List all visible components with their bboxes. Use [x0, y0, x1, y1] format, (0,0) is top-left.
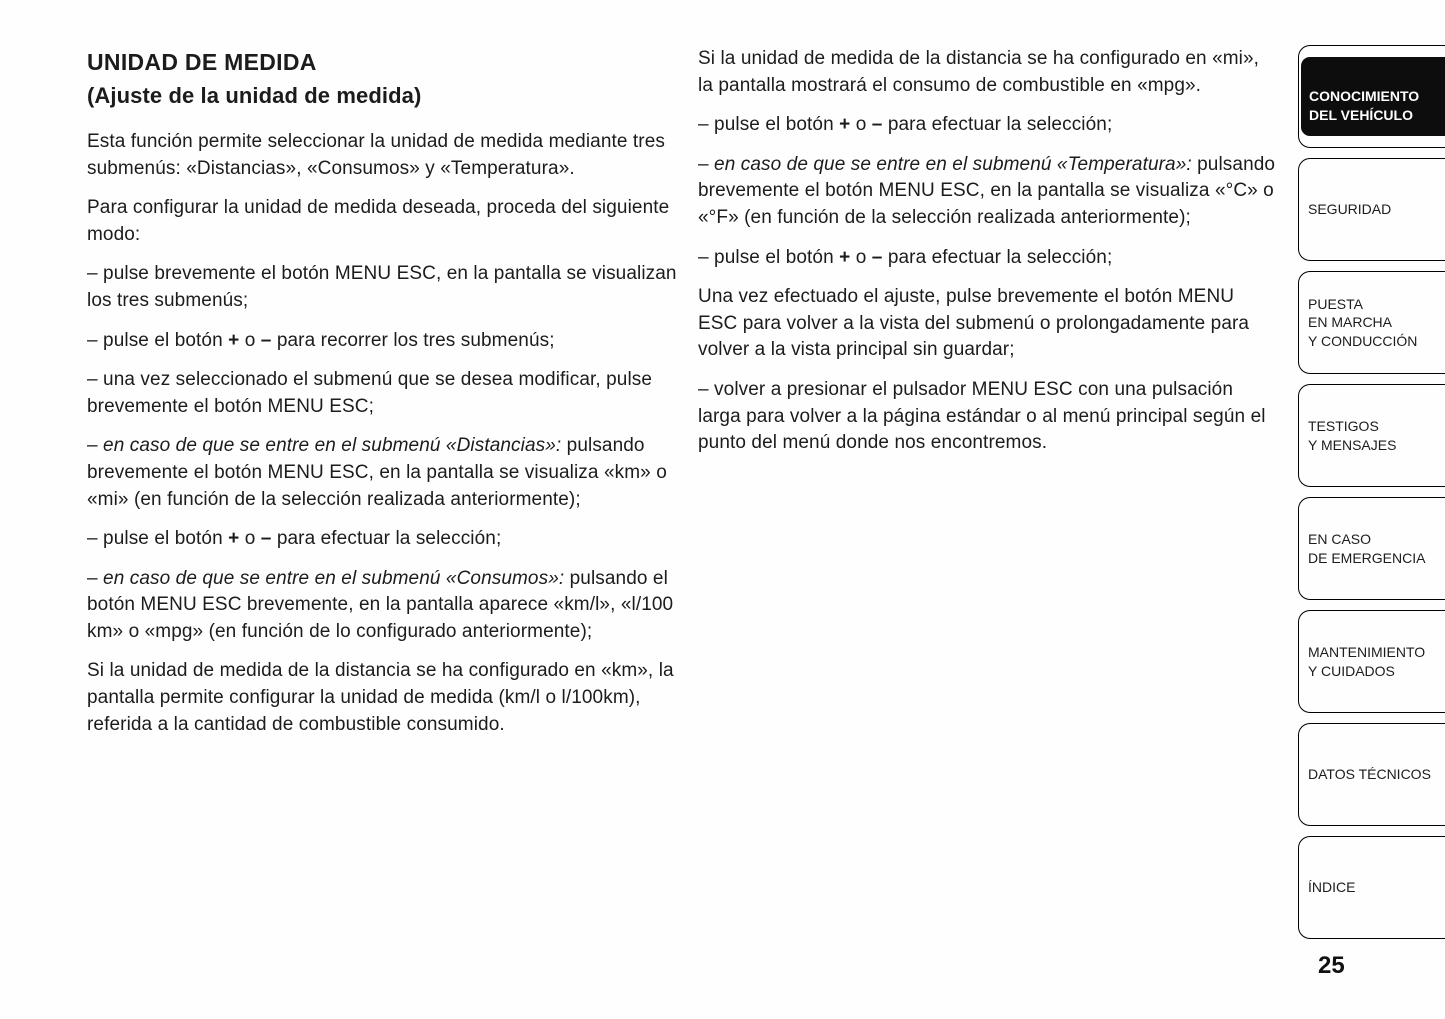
- tab-seguridad[interactable]: [1298, 158, 1445, 261]
- paragraph: Si la unidad de medida de la distancia se ha configurado en «km», la pantalla permite configurar la unidad de medida (km/l o l/100km), referida a la cantidad de combustible consumido.: [87, 660, 674, 735]
- left-column: [87, 46, 677, 751]
- list-item: – pulse el botón + o – para recorrer los tres submenús;: [87, 329, 555, 351]
- list-item: – pulse el botón + o – para efectuar la selección;: [698, 114, 1113, 136]
- list-item: – una vez seleccionado el submenú que se desea modificar, pulse brevemente el botón MENU ESC;: [87, 369, 653, 417]
- paragraph: Para configurar la unidad de medida deseada, proceda del siguiente modo:: [87, 197, 670, 245]
- tab-label: PUESTA EN MARCHA Y CONDUCCIÓN: [1308, 295, 1418, 349]
- right-column: [698, 46, 1276, 470]
- tab-conocimiento-del-vehiculo[interactable]: [1298, 45, 1445, 148]
- list-item: – volver a presionar el pulsador MENU ESC con una pulsación larga para volver a la página estándar o al menú principal según el punto del menú donde nos encontremos.: [698, 378, 1266, 454]
- tab-datos-tecnicos[interactable]: [1298, 723, 1445, 826]
- list-item: – en caso de que se entre en el submenú «Temperatura»: pulsando brevemente el botón MENU ESC, en la pantalla se visualiza «°C» o «°F» (en función de la selección realizada anteriormente);: [698, 153, 1276, 228]
- tab-mantenimiento-y-cuidados[interactable]: [1298, 610, 1445, 713]
- list-item: – pulse el botón + o – para efectuar la selección;: [87, 528, 502, 550]
- tab-en-caso-de-emergencia[interactable]: [1298, 497, 1445, 600]
- paragraph: Esta función permite seleccionar la unidad de medida mediante tres submenús: «Distancias», «Consumos» y «Temperatura».: [87, 130, 665, 179]
- tab-label: MANTENIMIENTO Y CUIDADOS: [1308, 644, 1426, 679]
- list-item: – en caso de que se entre en el submenú «Consumos»: pulsando el botón MENU ESC brevemente, en la pantalla aparece «km/l», «l/100 km» o «mpg» (en función de lo configurado anteriormente);: [87, 567, 674, 642]
- active-tab-highlight: [1301, 57, 1445, 136]
- tab-label: ÍNDICE: [1308, 879, 1356, 896]
- section-tabs: [1298, 45, 1445, 949]
- section-title: UNIDAD DE MEDIDA: [87, 49, 317, 75]
- list-item: – pulse el botón + o – para efectuar la selección;: [698, 246, 1113, 268]
- tab-label: SEGURIDAD: [1308, 201, 1392, 218]
- tab-label: DATOS TÉCNICOS: [1308, 766, 1431, 783]
- tab-puesta-en-marcha-y-conduccion[interactable]: [1298, 271, 1445, 374]
- section-subtitle: (Ajuste de la unidad de medida): [87, 83, 422, 109]
- tab-label: EN CASO DE EMERGENCIA: [1308, 531, 1426, 566]
- tab-label: CONOCIMIENTO DEL VEHÍCULO: [1309, 88, 1420, 123]
- list-item: – en caso de que se entre en el submenú «Distancias»: pulsando brevemente el botón MENU ESC, en la pantalla se visualiza «km» o «mi» (en función de la selección realizada anteriormente);: [87, 435, 667, 510]
- paragraph: Si la unidad de medida de la distancia se ha configurado en «mi», la pantalla mostrará el consumo de combustible en «mpg».: [698, 48, 1260, 96]
- list-item: – pulse brevemente el botón MENU ESC, en la pantalla se visualizan los tres submenús;: [87, 263, 677, 311]
- page-number: 25: [1318, 952, 1345, 979]
- tab-label: TESTIGOS Y MENSAJES: [1308, 418, 1397, 453]
- paragraph: Una vez efectuado el ajuste, pulse brevemente el botón MENU ESC para volver a la vista del submenú o prolongadamente para volver a la vista principal sin guardar;: [698, 286, 1250, 361]
- tab-testigos-y-mensajes[interactable]: [1298, 384, 1445, 487]
- tab-indice[interactable]: [1298, 836, 1445, 939]
